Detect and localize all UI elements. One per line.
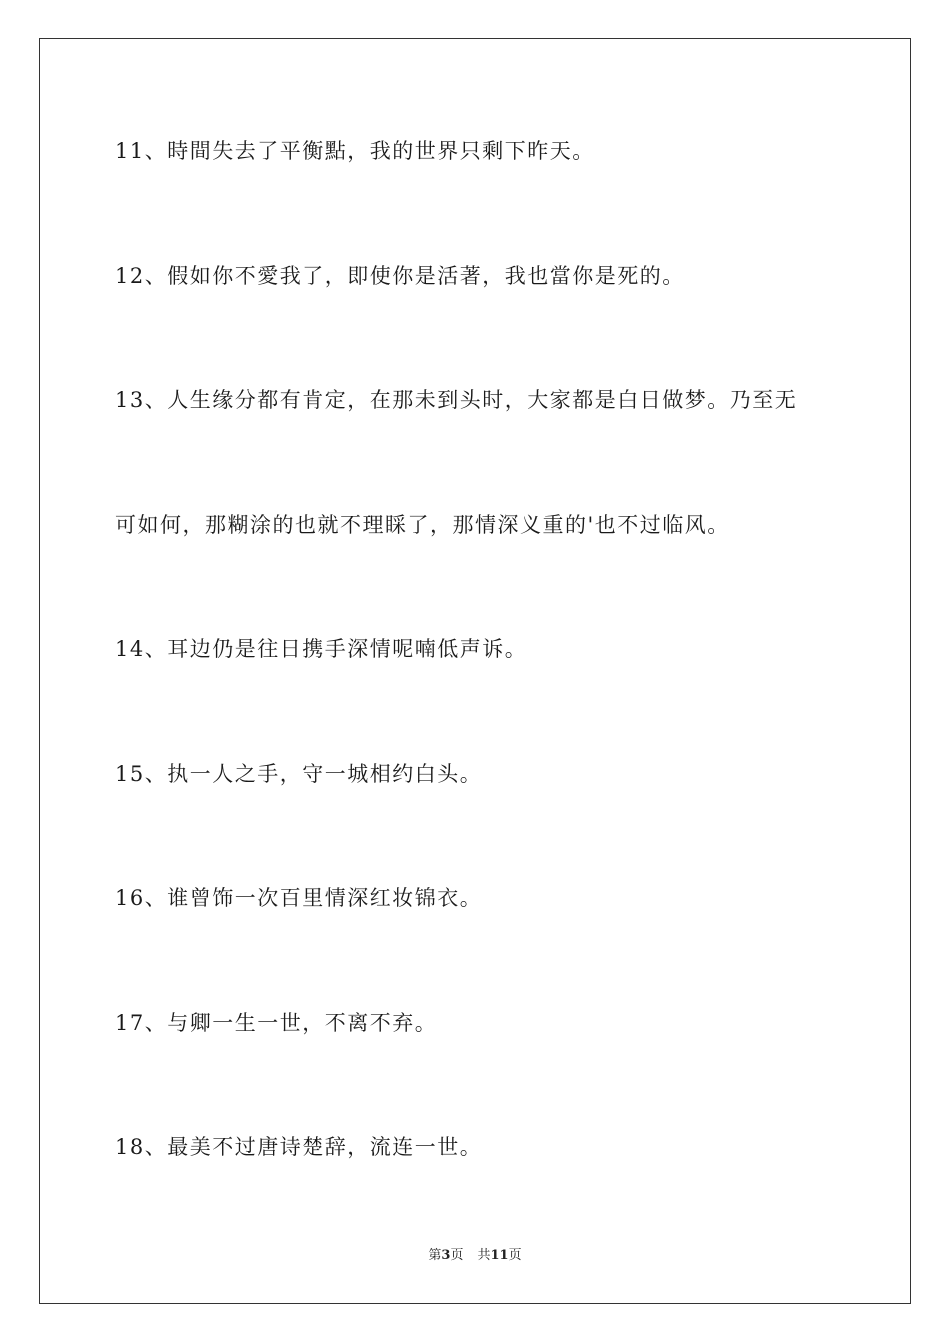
total-pages: 11 bbox=[490, 1248, 509, 1263]
total-suffix: 页 bbox=[508, 1248, 522, 1263]
text-line: 11、時間失去了平衡點，我的世界只剩下昨天。 bbox=[115, 139, 595, 163]
text-line: 15、执一人之手，守一城相约白头。 bbox=[115, 762, 483, 786]
text-line: 13、人生缘分都有肯定，在那未到头时，大家都是白日做梦。乃至无 bbox=[115, 388, 798, 412]
text-line: 12、假如你不愛我了，即使你是活著，我也當你是死的。 bbox=[115, 264, 685, 288]
page-footer bbox=[0, 1247, 950, 1265]
text-line: 14、耳边仍是往日携手深情呢喃低声诉。 bbox=[115, 637, 528, 661]
text-line: 18、最美不过唐诗楚辞，流连一世。 bbox=[115, 1135, 483, 1159]
text-line: 可如何，那糊涂的也就不理睬了，那情深义重的'也不过临风。 bbox=[115, 513, 730, 537]
page-border bbox=[39, 38, 911, 1304]
page-number: 3 bbox=[441, 1248, 451, 1263]
text-line: 17、与卿一生一世，不离不弃。 bbox=[115, 1011, 438, 1035]
total-prefix: 共 bbox=[477, 1248, 491, 1263]
text-line: 16、谁曾饰一次百里情深红妆锦衣。 bbox=[115, 886, 483, 910]
page-prefix: 第 bbox=[428, 1248, 442, 1263]
page-suffix: 页 bbox=[450, 1248, 464, 1263]
